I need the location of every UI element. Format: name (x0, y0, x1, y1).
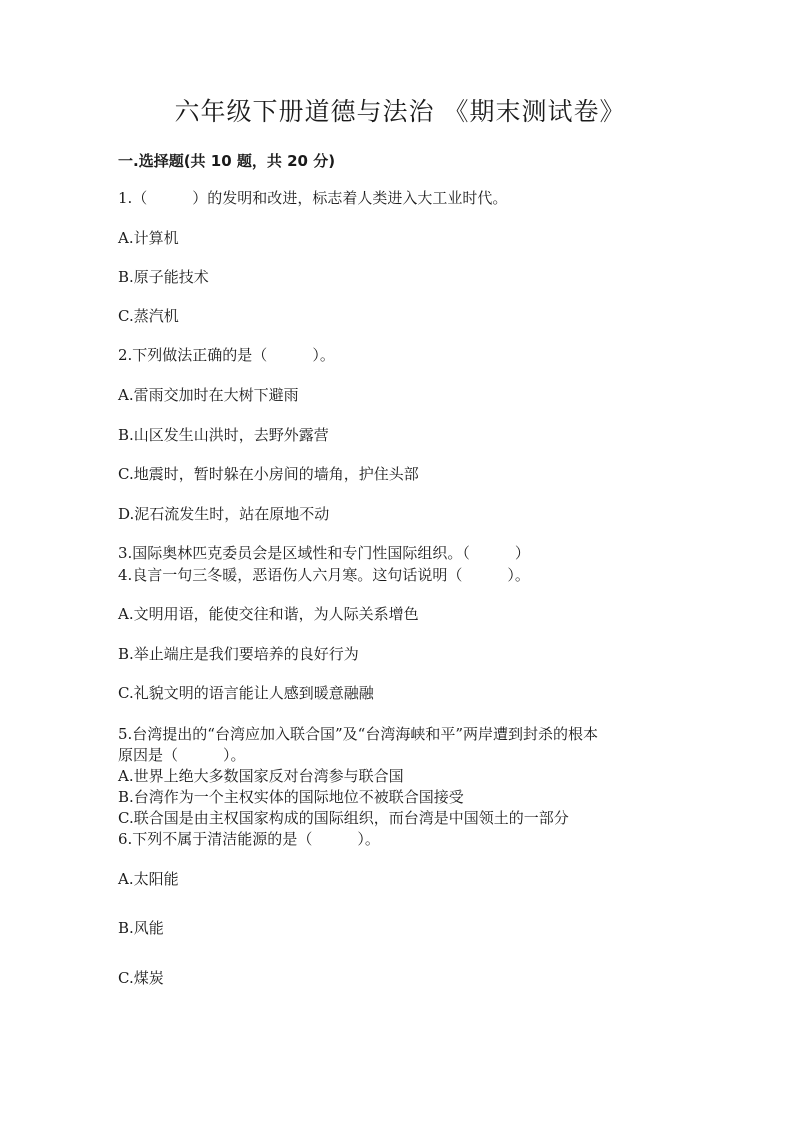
question-4-option-c: C.礼貌文明的语言能让人感到暖意融融 (118, 684, 374, 702)
question-5-stem-line-1: 5.台湾提出的“台湾应加入联合国”及“台湾海峡和平”两岸遭到封杀的根本 (118, 725, 598, 743)
question-2-option-d: D.泥石流发生时，站在原地不动 (118, 505, 330, 523)
question-1-option-a: A.计算机 (118, 229, 179, 247)
question-3-stem: 3.国际奥林匹克委员会是区域性和专门性国际组织。（ ） (118, 544, 530, 562)
question-2-option-c: C.地震时，暂时躲在小房间的墙角，护住头部 (118, 465, 419, 483)
question-2-stem: 2.下列做法正确的是（ ）。 (118, 346, 335, 364)
section-heading: 一.选择题(共 10 题，共 20 分) (118, 152, 336, 170)
question-5-option-c: C.联合国是由主权国家构成的国际组织，而台湾是中国领土的一部分 (118, 809, 569, 827)
question-2-option-a: A.雷雨交加时在大树下避雨 (118, 386, 299, 404)
question-1-option-c: C.蒸汽机 (118, 307, 179, 325)
question-5-option-a: A.世界上绝大多数国家反对台湾参与联合国 (118, 767, 404, 785)
question-4-option-b: B.举止端庄是我们要培养的良好行为 (118, 645, 359, 663)
question-1-stem: 1.（ ）的发明和改进，标志着人类进入大工业时代。 (118, 189, 508, 207)
question-6-option-a: A.太阳能 (118, 870, 179, 888)
question-5-stem-line-2: 原因是（ ）。 (118, 746, 246, 764)
question-6-option-b: B.风能 (118, 919, 164, 937)
page-title: 六年级下册道德与法治 《期末测试卷》 (174, 97, 626, 126)
question-2-option-b: B.山区发生山洪时，去野外露营 (118, 426, 329, 444)
question-5-option-b: B.台湾作为一个主权实体的国际地位不被联合国接受 (118, 788, 464, 806)
question-4-stem: 4.良言一句三冬暖，恶语伤人六月寒。这句话说明（ ）。 (118, 566, 530, 584)
question-6-option-c: C.煤炭 (118, 969, 164, 987)
question-4-option-a: A.文明用语，能使交往和谐，为人际关系增色 (118, 605, 419, 623)
question-1-option-b: B.原子能技术 (118, 268, 209, 286)
question-6-stem: 6.下列不属于清洁能源的是（ ）。 (118, 830, 380, 848)
